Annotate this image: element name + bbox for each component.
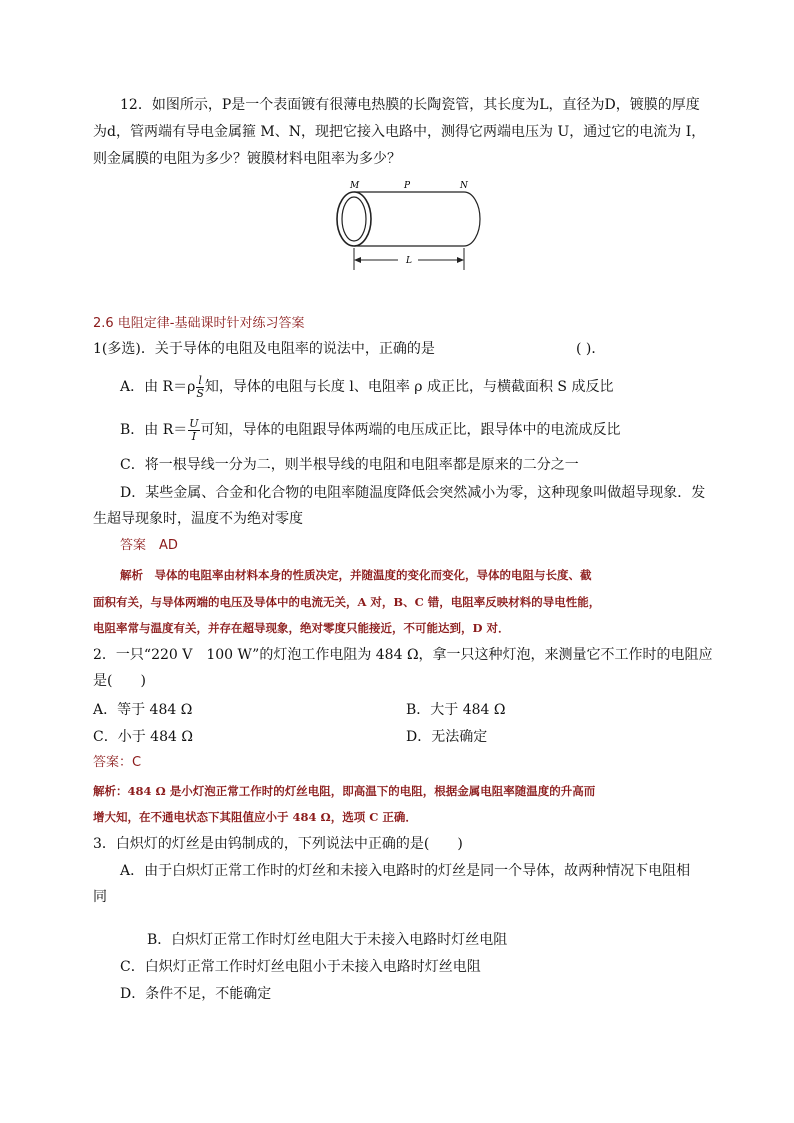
- q1-option-d-line-1: D．某些金属、合金和化合物的电阻率随温度降低会突然减小为零，这种现象叫做超导现象．发: [120, 485, 706, 501]
- frac-num: U: [189, 416, 199, 430]
- q1-bracket: ( )．: [576, 341, 606, 357]
- q2-option-a: A．等于 484 Ω: [93, 702, 193, 718]
- q3-option-b: B．白炽灯正常工作时灯丝电阻大于未接入电路时灯丝电阻: [147, 932, 508, 948]
- q2-answer: 答案：C: [93, 755, 142, 770]
- q3-option-c: C．白炽灯正常工作时灯丝电阻小于未接入电路时灯丝电阻: [120, 959, 481, 975]
- fraction-u-over-i: [188, 418, 199, 443]
- q1-explanation-line-1: 解析 导体的电阻率由材料本身的性质决定，并随温度的变化而变化，导体的电阻与长度、截: [120, 568, 592, 582]
- section-title: 2.6 电阻定律-基础课时针对练习答案: [93, 316, 305, 331]
- q2-stem-line-2: 是( ): [93, 673, 146, 689]
- q12-line-2: 为d，管两端有导电金属箍 M、N，现把它接入电路中，测得它两端电压为 U，通过它的电流为 I，: [93, 124, 706, 140]
- q3-stem: 3．白炽灯的灯丝是由钨制成的，下列说法中正确的是( ): [93, 836, 463, 852]
- q1-option-b: [120, 417, 621, 443]
- q1-option-a-pre: A．由 R＝ρ: [120, 379, 196, 395]
- q1-explanation-line-2: 面积有关，与导体两端的电压及导体中的电流无关，A 对，B、C 错，电阻率反映材料的导电性能，: [93, 595, 601, 609]
- q12-line-1: 12．如图所示，P是一个表面镀有很薄电热膜的长陶瓷管，其长度为L，直径为D，镀膜的厚度: [120, 97, 700, 113]
- fig-label-p: P: [404, 181, 411, 191]
- q3-option-d: D．条件不足，不能确定: [120, 986, 272, 1002]
- q1-stem: 1(多选)．关于导体的电阻及电阻率的说法中，正确的是: [93, 341, 435, 357]
- q2-option-c: C．小于 484 Ω: [93, 729, 193, 745]
- q1-option-a: [120, 374, 613, 400]
- q12-line-3: 则金属膜的电阻为多少？镀膜材料电阻率为多少？: [93, 151, 401, 167]
- q1-answer: 答案 AD: [120, 538, 178, 553]
- q1-explanation-line-3: 电阻率常与温度有关，并存在超导现象，绝对零度只能接近，不可能达到，D 对．: [93, 621, 510, 635]
- q2-option-b: B．大于 484 Ω: [406, 702, 506, 718]
- q1-option-c: C．将一根导线一分为二，则半根导线的电阻和电阻率都是原来的二分之一: [120, 457, 579, 473]
- tube-figure: [330, 176, 490, 272]
- q3-option-a-line-2: 同: [93, 889, 107, 905]
- q1-option-b-pre: B．由 R＝: [120, 422, 188, 438]
- q1-option-b-post: 可知，导体的电阻跟导体两端的电压成正比，跟导体中的电流成反比: [200, 422, 621, 438]
- q1-option-a-post: 知，导体的电阻与长度 l、电阻率 ρ 成正比，与横截面积 S 成反比: [204, 379, 614, 395]
- q2-explanation-line-2: 增大知，在不通电状态下其阻值应小于 484 Ω，选项 C 正确．: [93, 810, 417, 824]
- frac-den: I: [191, 429, 197, 443]
- q2-option-d: D．无法确定: [406, 729, 488, 745]
- q2-explanation-line-1: 解析：484 Ω 是小灯泡正常工作时的灯丝电阻，即高温下的电阻，根据金属电阻率随温度的升高而: [93, 784, 596, 798]
- fig-label-m: M: [350, 181, 360, 191]
- q1-option-d-line-2: 生超导现象时，温度不为绝对零度: [93, 511, 303, 527]
- frac-den: S: [196, 386, 204, 400]
- fig-label-n: N: [460, 181, 468, 191]
- fraction-l-over-s: [196, 375, 204, 400]
- fig-label-l: L: [406, 256, 412, 266]
- frac-num: l: [196, 375, 204, 388]
- q3-option-a-line-1: A．由于白炽灯正常工作时的灯丝和未接入电路时的灯丝是同一个导体，故两种情况下电阻相: [120, 863, 691, 879]
- q2-stem-line-1: 2．一只“220 V 100 W”的灯泡工作电阻为 484 Ω，拿一只这种灯泡，来测量它不工作时的电阻应: [93, 647, 713, 663]
